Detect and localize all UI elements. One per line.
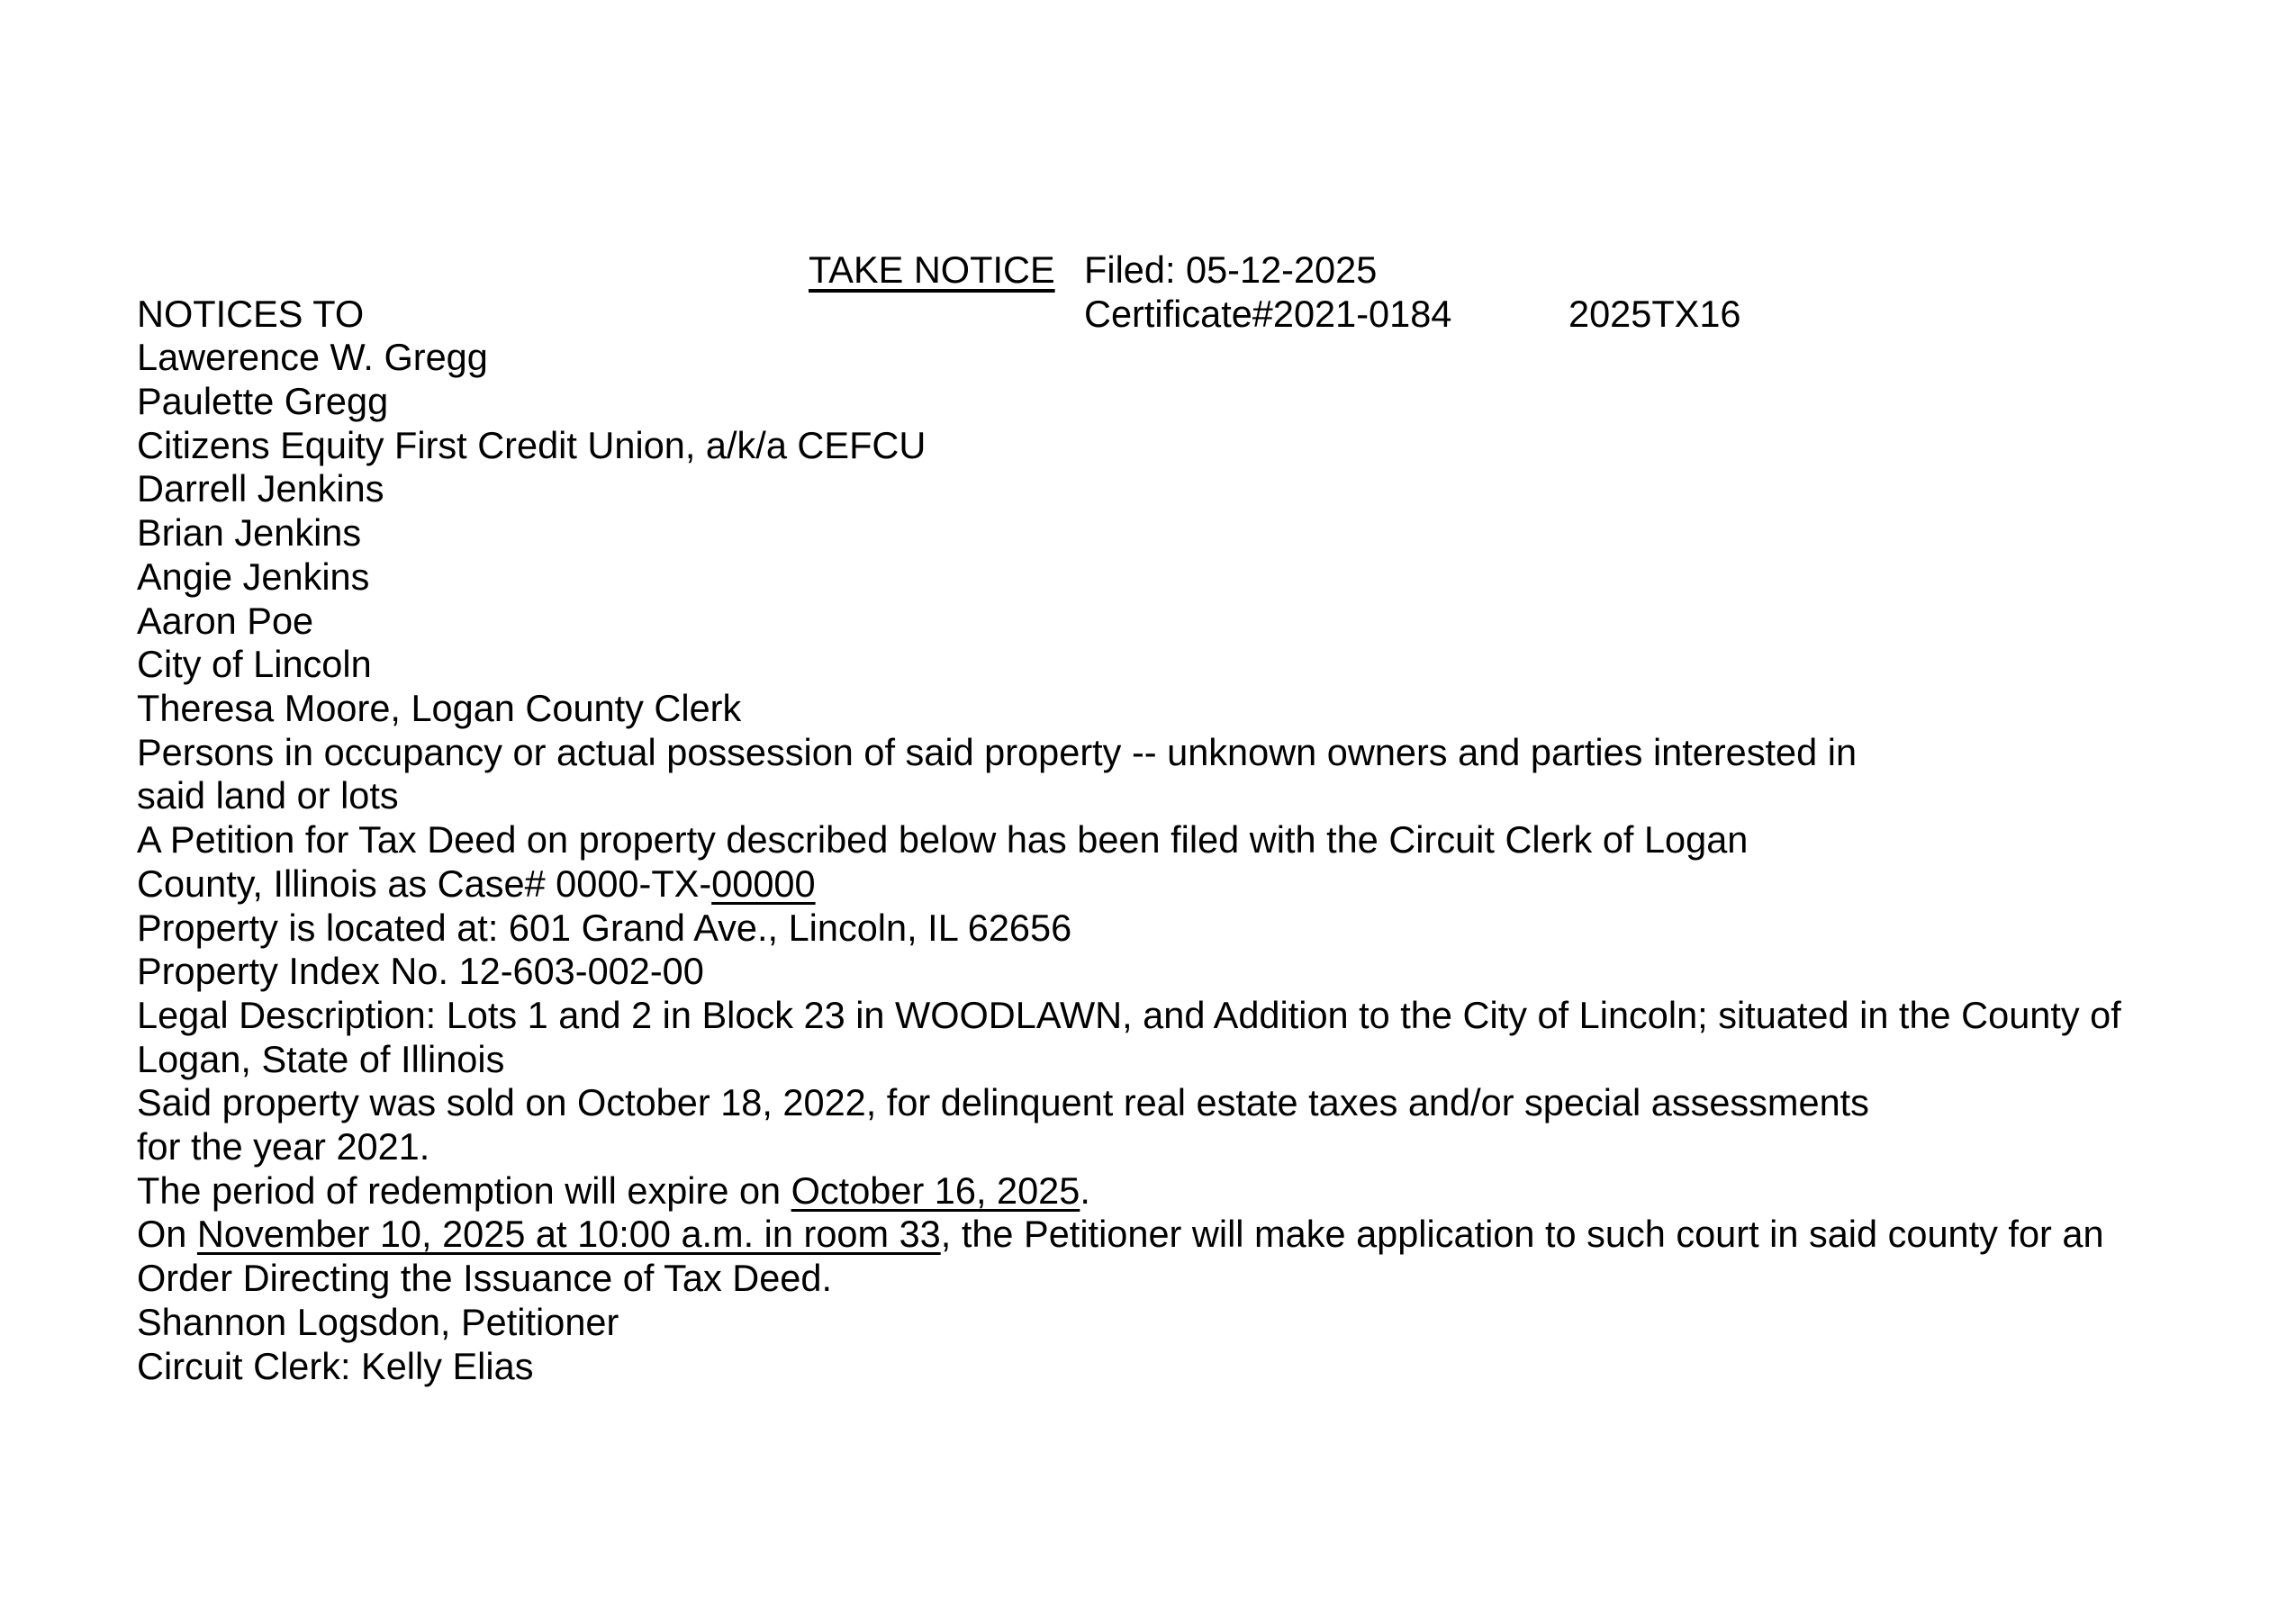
text-segment: City of Lincoln bbox=[137, 643, 372, 686]
notice-line bbox=[137, 1213, 2296, 1257]
text-segment: Order Directing the Issuance of Tax Deed. bbox=[137, 1257, 832, 1300]
notice-line bbox=[137, 1038, 2296, 1082]
notice-line bbox=[137, 1257, 2296, 1301]
text-segment: Lawerence W. Gregg bbox=[137, 336, 488, 379]
text-segment: Shannon Logsdon, Petitioner bbox=[137, 1300, 619, 1343]
notice-line bbox=[137, 731, 2296, 775]
notice-line bbox=[137, 600, 2296, 644]
text-segment: for the year 2021. bbox=[137, 1125, 430, 1168]
text-segment: said land or lots bbox=[137, 774, 399, 817]
underlined-text: October 16, 2025 bbox=[791, 1168, 1080, 1212]
notice-line bbox=[137, 1125, 2296, 1169]
text-segment: County, Illinois as Case# 0000-TX- bbox=[137, 862, 712, 905]
text-segment: On bbox=[137, 1213, 197, 1256]
text-segment: Brian Jenkins bbox=[137, 511, 362, 555]
docket-number: 2025TX16 bbox=[1568, 292, 1741, 335]
header-row-2 bbox=[137, 293, 2296, 337]
notice-line bbox=[137, 555, 2296, 600]
underlined-text: November 10, 2025 at 10:00 a.m. in room 33 bbox=[196, 1213, 941, 1256]
notice-line bbox=[137, 950, 2296, 994]
text-segment: Theresa Moore, Logan County Clerk bbox=[137, 687, 742, 729]
text-segment: Property is located at: 601 Grand Ave., Lincoln, IL 62656 bbox=[137, 906, 1072, 949]
text-segment: Circuit Clerk: Kelly Elias bbox=[137, 1344, 534, 1387]
certificate-number: Certificate#2021-0184 bbox=[1084, 292, 1452, 335]
notice-line bbox=[137, 687, 2296, 731]
text-segment: Aaron Poe bbox=[137, 599, 314, 642]
filed-date: Filed: 05-12-2025 bbox=[1084, 248, 1378, 291]
text-segment: , the Petitioner will make application to such court in said county for an bbox=[940, 1213, 2104, 1256]
notice-line bbox=[137, 1345, 2296, 1389]
notice-title: TAKE NOTICE bbox=[809, 248, 1055, 291]
header-row-1 bbox=[137, 248, 2296, 293]
notice-line bbox=[137, 862, 2296, 907]
text-segment: The period of redemption will expire on bbox=[137, 1168, 791, 1212]
text-segment: Property Index No. 12-603-002-00 bbox=[137, 950, 704, 993]
notice-line bbox=[137, 774, 2296, 818]
text-segment: Citizens Equity First Credit Union, a/k/a CEFCU bbox=[137, 423, 927, 466]
notice-line bbox=[137, 907, 2296, 951]
text-segment: Angie Jenkins bbox=[137, 555, 370, 598]
notices-to-label: NOTICES TO bbox=[137, 292, 365, 335]
underlined-text: 00000 bbox=[711, 862, 816, 905]
notice-line bbox=[137, 336, 2296, 380]
notice-line bbox=[137, 1301, 2296, 1345]
notice-body bbox=[137, 336, 2296, 1388]
notice-line bbox=[137, 994, 2296, 1038]
text-segment: A Petition for Tax Deed on property described below has been filed with the Circuit Clerk of Logan bbox=[137, 818, 1749, 862]
text-segment: Persons in occupancy or actual possession of said property -- unknown owners and parties interested in bbox=[137, 730, 1858, 773]
notice-line bbox=[137, 1081, 2296, 1125]
notice-line bbox=[137, 511, 2296, 555]
notice-line bbox=[137, 1169, 2296, 1213]
notice-line bbox=[137, 424, 2296, 468]
notice-line bbox=[137, 818, 2296, 862]
text-segment: Darrell Jenkins bbox=[137, 467, 384, 510]
text-segment: Paulette Gregg bbox=[137, 380, 389, 423]
text-segment: Legal Description: Lots 1 and 2 in Block 23 in WOODLAWN, and Addition to the City of Lincoln; situated in the County of bbox=[137, 993, 2121, 1036]
notice-line bbox=[137, 643, 2296, 687]
notice-document bbox=[137, 248, 2296, 1388]
text-segment: Logan, State of Illinois bbox=[137, 1037, 505, 1080]
text-segment: Said property was sold on October 18, 2022, for delinquent real estate taxes and/or special assessments bbox=[137, 1081, 1869, 1124]
notice-line bbox=[137, 467, 2296, 511]
text-segment: . bbox=[1080, 1168, 1090, 1212]
notice-line bbox=[137, 380, 2296, 424]
